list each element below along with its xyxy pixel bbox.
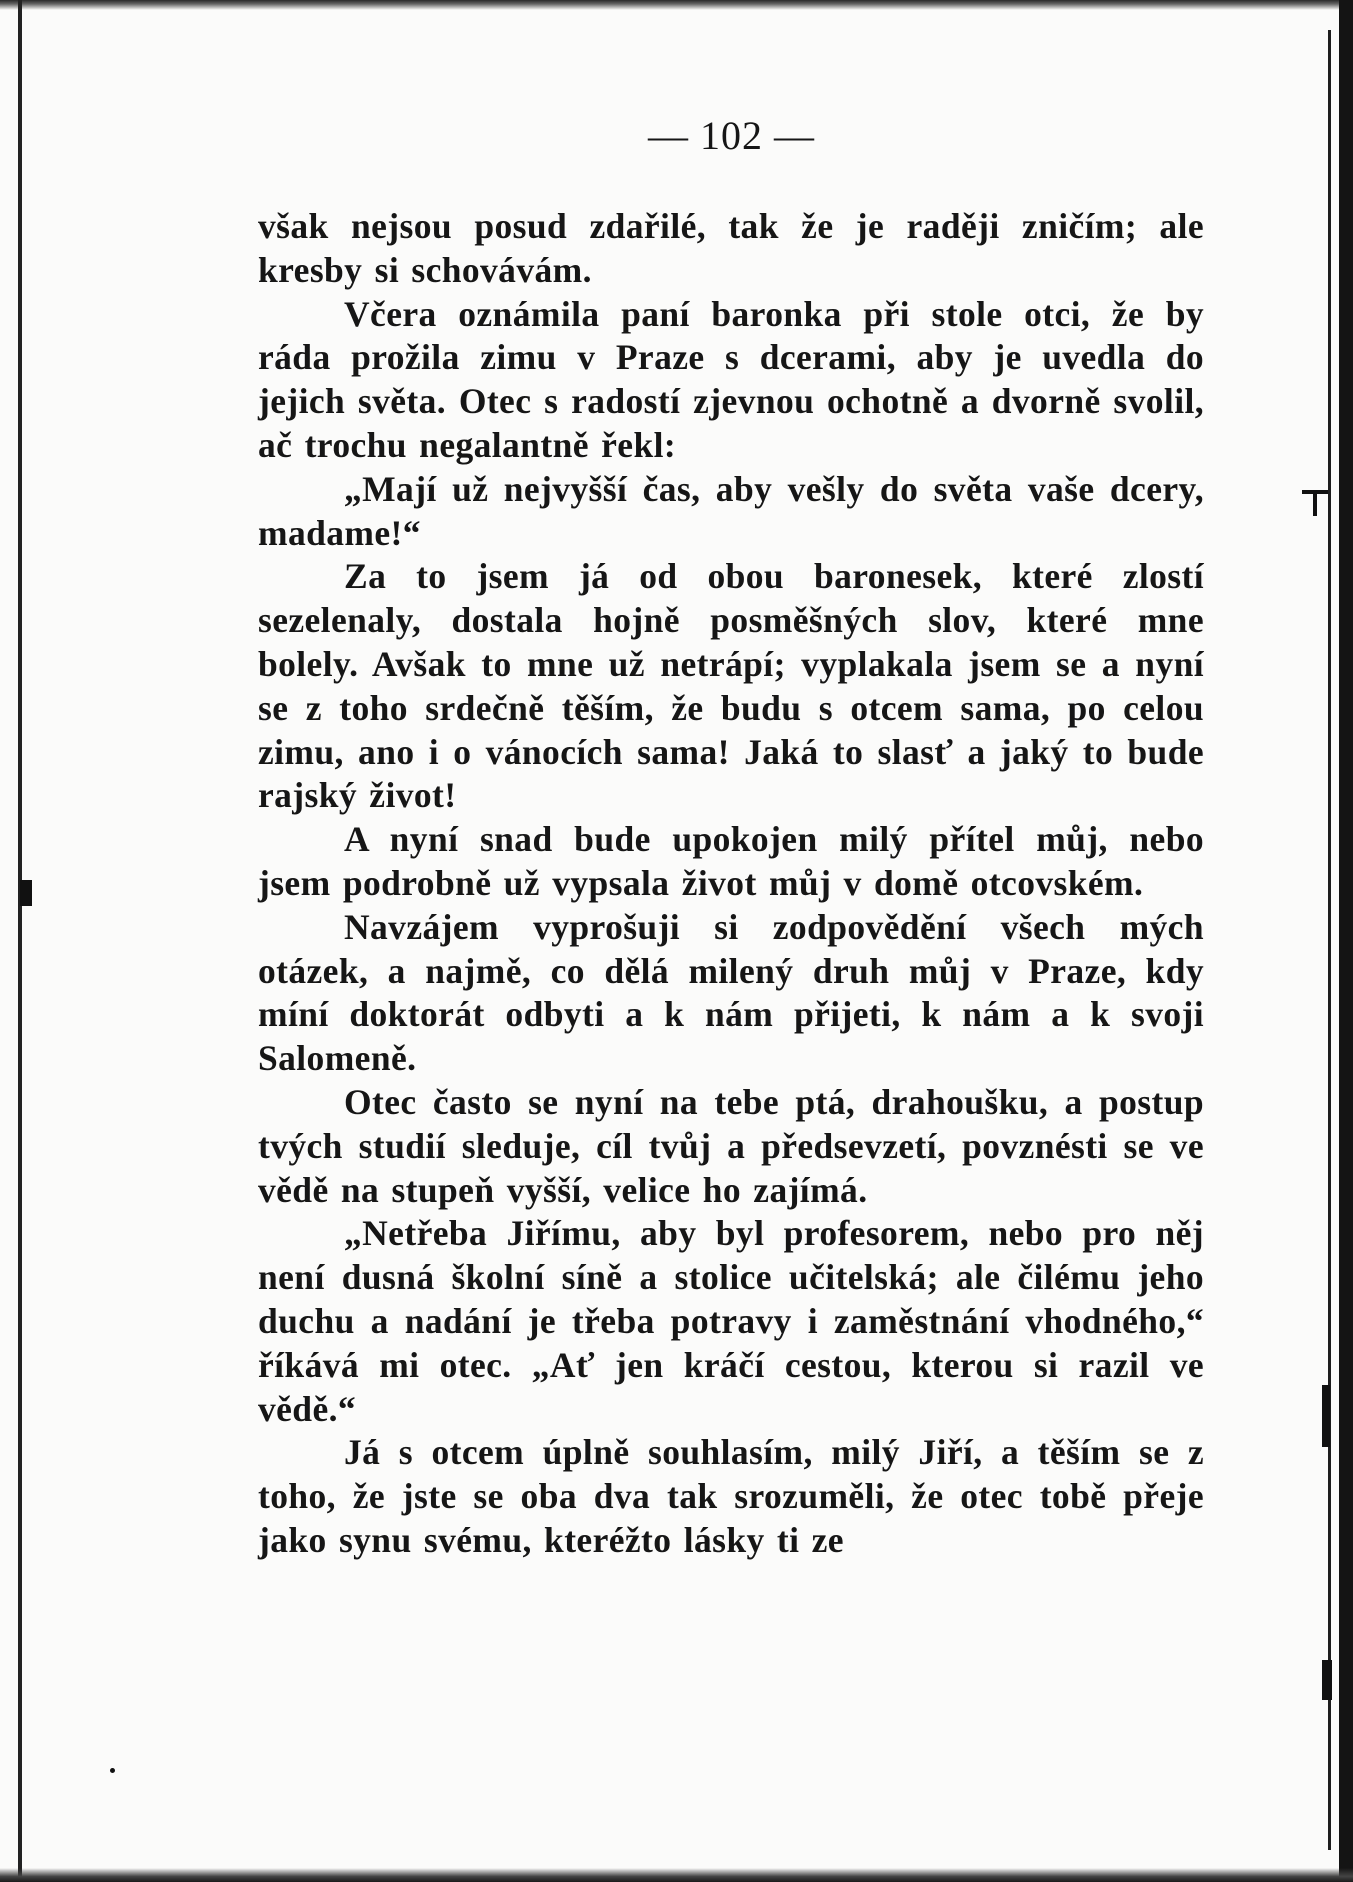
page-number: — 102 — [648, 113, 815, 158]
paragraph: však nejsou posud zdařilé, tak že je raději zničím; ale kresby si schovávám. [258, 206, 1204, 290]
paragraph: „Netřeba Jiřímu, aby byl profesorem, nebo pro něj není dusná školní síně a stolice učitelská; ale čilému jeho duchu a nadání je třeba potravy i zaměstnání vhodného,“ říkává mi otec. „Ať jen kráčí cestou, kterou si razil ve vědě.“ [258, 1213, 1204, 1429]
scan-edge-left [18, 0, 22, 1882]
paragraph: A nyní snad bude upokojen milý přítel můj, nebo jsem podrobně už vypsala život můj v domě otcovském. [258, 819, 1204, 903]
scan-speck [1322, 1385, 1330, 1447]
paragraph: Za to jsem já od obou baronesek, které zlostí sezelenaly, dostala hojně posměšných slov, které mne bolely. Avšak to mne už netrápí; vyplakala jsem se a nyní se z toho srdečně těším, že budu s otcem sama, po celou zimu, ano i o vánocích sama! Jaká to slasť a jaký to bude rajský život! [258, 556, 1204, 816]
paragraph: Navzájem vyprošuji si zodpovědění všech mých otázek, a najmě, co dělá milený druh můj v Praze, kdy míní doktorát odbyti a k nám přijeti, k nám a k svoji Salomeně. [258, 906, 1204, 1079]
scan-speck [110, 1768, 115, 1773]
paragraph: „Mají už nejvyšší čas, aby vešly do světa vaše dcery, madame!“ [258, 468, 1204, 553]
scan-edge-right-outer [1339, 0, 1353, 1882]
scan-edge-right [1328, 30, 1331, 1850]
paragraph: Otec často se nyní na tebe ptá, drahoušku, a postup tvých studií sleduje, cíl tvůj a předsevzetí, povznésti se ve vědě na stupeň vyšší, velice ho zajímá. [258, 1081, 1204, 1210]
scan-speck [20, 880, 32, 906]
scan-speck [1322, 1660, 1332, 1700]
scan-edge-bottom [0, 1868, 1353, 1882]
scan-edge-top [0, 0, 1353, 10]
paragraph: Já s otcem úplně souhlasím, milý Jiří, a těším se z toho, že jste se oba dva tak srozuměli, že otec tobě přeje jako synu svému, kteréžto lásky ti ze [258, 1432, 1204, 1560]
body-text [258, 205, 1204, 1563]
paragraph: Včera oznámila paní baronka při stole otci, že by ráda prožila zimu v Praze s dcerami, aby je uvedla do jejich světa. Otec s radostí zjevnou ochotně a dvorně svolil, ač trochu negalantně řekl: [258, 293, 1204, 465]
scan-speck [1313, 494, 1317, 516]
